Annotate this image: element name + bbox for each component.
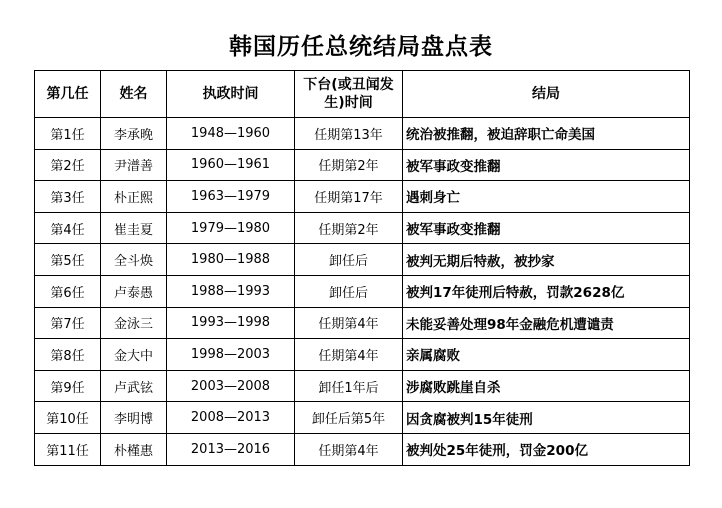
cell-outcome: 被判处25年徒刑，罚金200亿 <box>403 433 690 465</box>
cell-period: 1993—1998 <box>167 307 295 339</box>
cell-period: 1988—1993 <box>167 275 295 307</box>
cell-outcome: 涉腐败跳崖自杀 <box>403 370 690 402</box>
cell-downfall: 任期第2年 <box>295 149 403 181</box>
table-row <box>35 118 690 150</box>
header-outcome: 结局 <box>403 71 690 118</box>
cell-outcome: 未能妥善处理98年金融危机遭谴责 <box>403 307 690 339</box>
table-row <box>35 275 690 307</box>
table-row <box>35 181 690 213</box>
table-row <box>35 433 690 465</box>
cell-downfall: 卸任后 <box>295 244 403 276</box>
cell-name: 李承晚 <box>101 118 167 150</box>
cell-downfall: 任期第4年 <box>295 339 403 371</box>
cell-downfall: 卸任后第5年 <box>295 402 403 434</box>
cell-outcome: 被军事政变推翻 <box>403 149 690 181</box>
cell-period: 1998—2003 <box>167 339 295 371</box>
table-row <box>35 244 690 276</box>
cell-period: 1960—1961 <box>167 149 295 181</box>
cell-outcome: 亲属腐败 <box>403 339 690 371</box>
table-row <box>35 212 690 244</box>
cell-downfall: 任期第4年 <box>295 307 403 339</box>
cell-term: 第7任 <box>35 307 101 339</box>
cell-outcome: 统治被推翻，被迫辞职亡命美国 <box>403 118 690 150</box>
cell-name: 卢泰愚 <box>101 275 167 307</box>
cell-name: 卢武铉 <box>101 370 167 402</box>
presidents-table <box>34 70 690 466</box>
cell-downfall: 卸任后 <box>295 275 403 307</box>
cell-period: 1948—1960 <box>167 118 295 150</box>
cell-name: 李明博 <box>101 402 167 434</box>
table-header-row <box>35 71 690 118</box>
cell-term: 第1任 <box>35 118 101 150</box>
cell-downfall: 任期第4年 <box>295 433 403 465</box>
cell-term: 第11任 <box>35 433 101 465</box>
header-term: 第几任 <box>35 71 101 118</box>
cell-downfall: 任期第13年 <box>295 118 403 150</box>
cell-name: 尹潽善 <box>101 149 167 181</box>
cell-outcome: 被判无期后特赦，被抄家 <box>403 244 690 276</box>
table-row <box>35 149 690 181</box>
table-row <box>35 339 690 371</box>
cell-term: 第5任 <box>35 244 101 276</box>
cell-period: 1980—1988 <box>167 244 295 276</box>
cell-name: 金大中 <box>101 339 167 371</box>
cell-name: 全斗焕 <box>101 244 167 276</box>
cell-term: 第8任 <box>35 339 101 371</box>
cell-name: 金泳三 <box>101 307 167 339</box>
page-title: 韩国历任总统结局盘点表 <box>229 34 493 60</box>
cell-term: 第2任 <box>35 149 101 181</box>
cell-name: 朴正熙 <box>101 181 167 213</box>
cell-period: 1963—1979 <box>167 181 295 213</box>
cell-term: 第3任 <box>35 181 101 213</box>
cell-period: 2003—2008 <box>167 370 295 402</box>
cell-term: 第6任 <box>35 275 101 307</box>
cell-period: 2013—2016 <box>167 433 295 465</box>
cell-period: 1979—1980 <box>167 212 295 244</box>
header-downfall: 下台(或丑闻发生)时间 <box>295 71 403 118</box>
header-name: 姓名 <box>101 71 167 118</box>
cell-outcome: 被判17年徒刑后特赦，罚款2628亿 <box>403 275 690 307</box>
cell-outcome: 遇刺身亡 <box>403 181 690 213</box>
table-row <box>35 370 690 402</box>
table-row <box>35 402 690 434</box>
cell-outcome: 被军事政变推翻 <box>403 212 690 244</box>
cell-outcome: 因贪腐被判15年徒刑 <box>403 402 690 434</box>
cell-period: 2008—2013 <box>167 402 295 434</box>
cell-name: 崔圭夏 <box>101 212 167 244</box>
header-period: 执政时间 <box>167 71 295 118</box>
cell-downfall: 卸任1年后 <box>295 370 403 402</box>
cell-term: 第4任 <box>35 212 101 244</box>
cell-downfall: 任期第2年 <box>295 212 403 244</box>
cell-term: 第10任 <box>35 402 101 434</box>
cell-name: 朴槿惠 <box>101 433 167 465</box>
cell-term: 第9任 <box>35 370 101 402</box>
table-row <box>35 307 690 339</box>
cell-downfall: 任期第17年 <box>295 181 403 213</box>
